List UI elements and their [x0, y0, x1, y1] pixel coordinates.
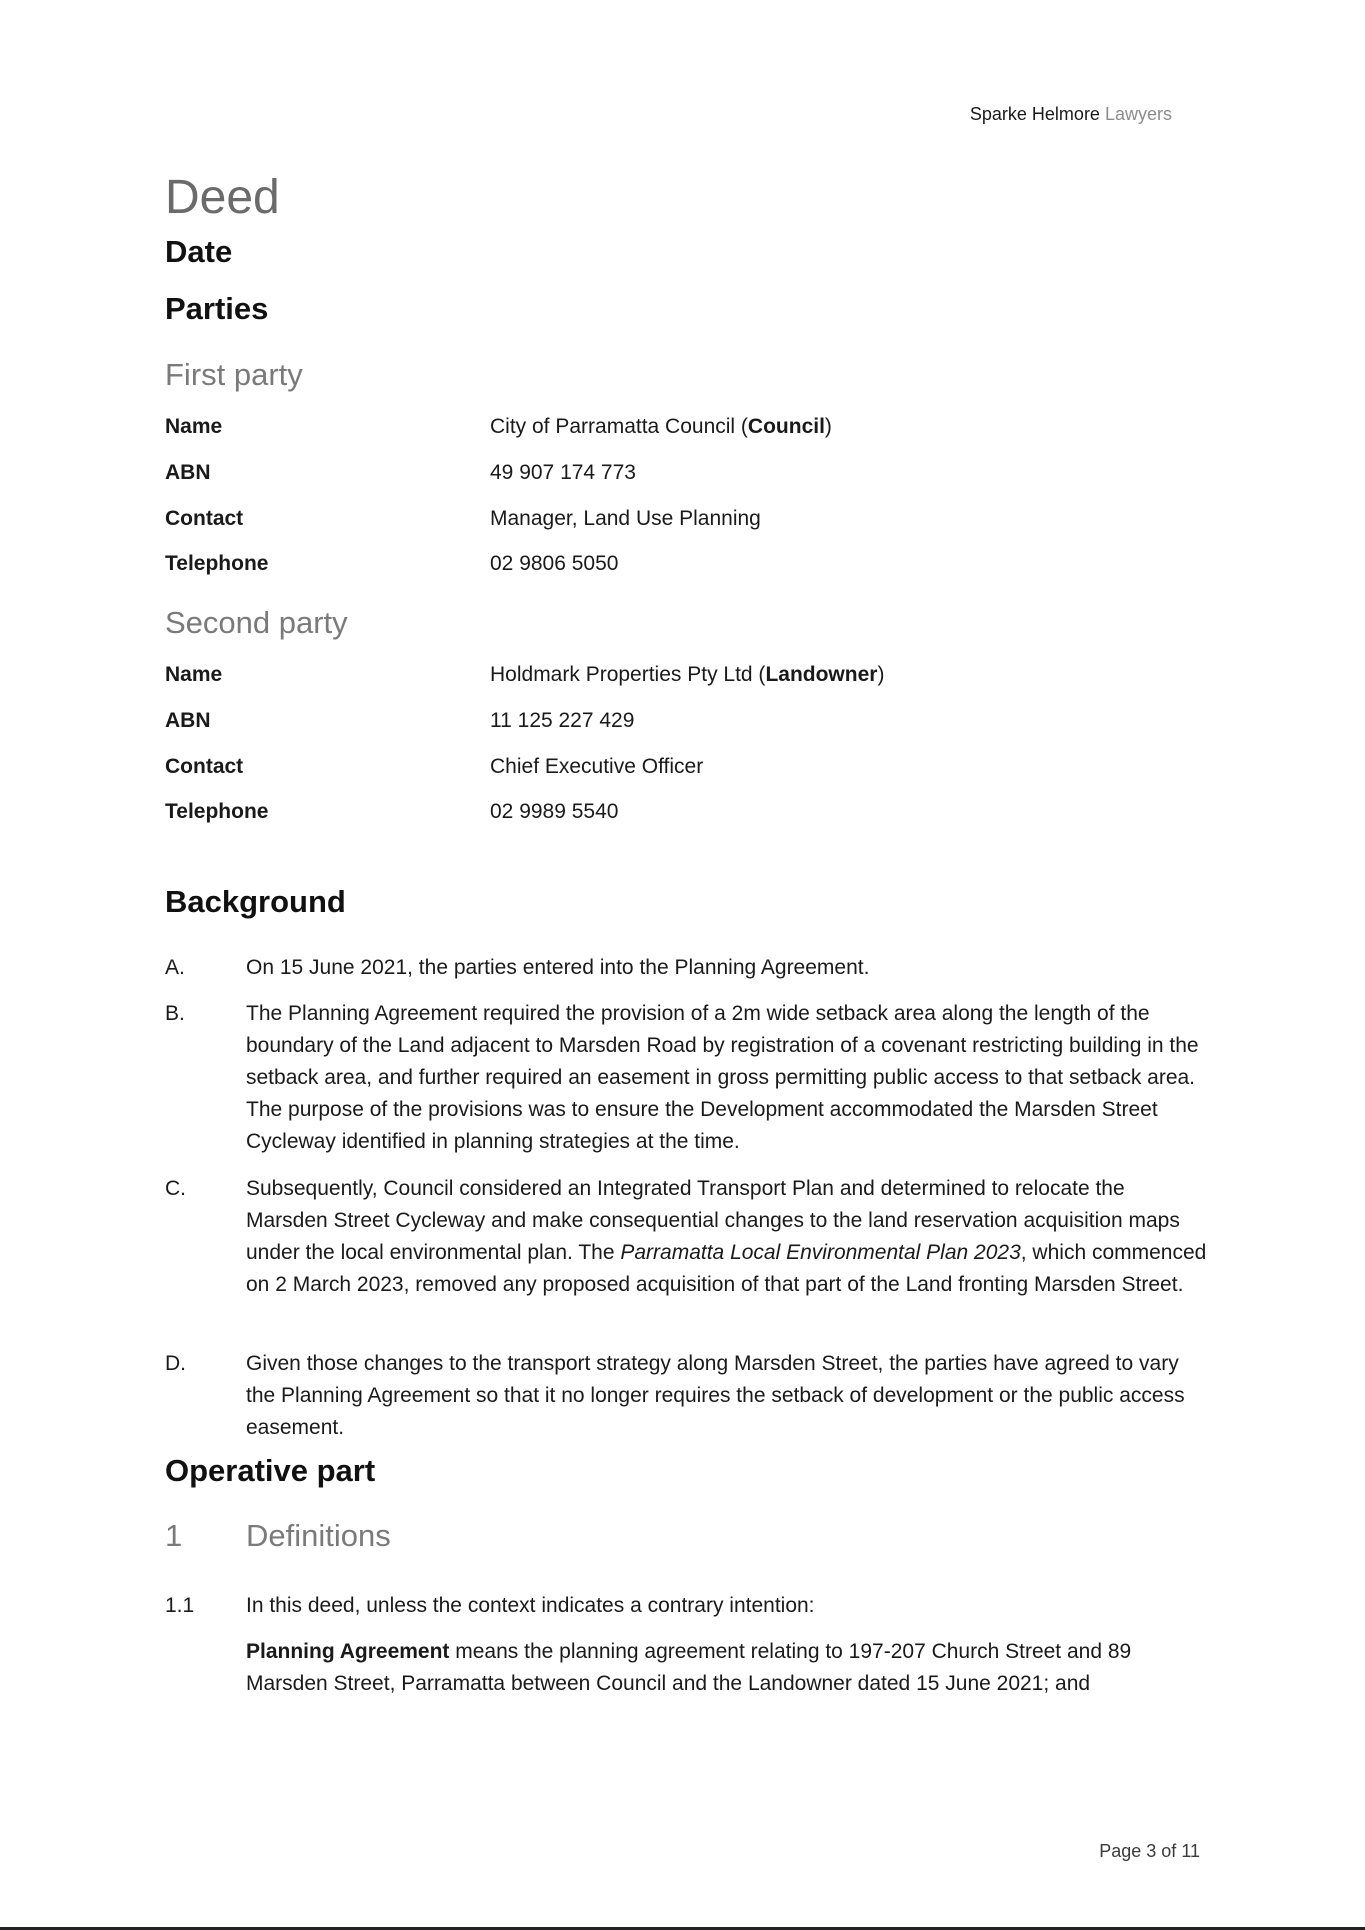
- row-value: City of Parramatta Council (Council): [490, 415, 832, 438]
- row-value: Holdmark Properties Pty Ltd (Landowner): [490, 663, 885, 686]
- document-title: Deed: [165, 171, 280, 224]
- row-label: Name: [165, 663, 223, 686]
- row-label: Contact: [165, 507, 244, 530]
- recital-text: Subsequently, Council considered an Integrated Transport Plan and determined to relocate the Marsden Street Cycleway and make consequential changes to the land reservation acquisition maps under the local environmental plan. The Parramatta Local Environmental Plan 2023, which commenced on 2 March 2023, removed any proposed acquisition of that part of the Land fronting Marsden Street.: [246, 1177, 1207, 1296]
- page-number: Page 3 of 11: [1099, 1841, 1200, 1861]
- definition-text: Planning Agreement means the planning agreement relating to 197-207 Church Street and 89 Marsden Street, Parramatta between Council and the Landowner dated 15 June 2021; and: [246, 1640, 1132, 1695]
- row-value: 02 9806 5050: [490, 552, 619, 575]
- row-label: Name: [165, 415, 223, 438]
- section-title: Definitions: [246, 1518, 391, 1553]
- recital-mark: C.: [165, 1177, 186, 1200]
- firm-name: Sparke Helmore: [969, 104, 1100, 124]
- recital-text: The Planning Agreement required the provision of a 2m wide setback area along the length of the boundary of the Land adjacent to Marsden Road by registration of a covenant restricting building in the setback area, and further required an easement in gross permitting public access to that setback area. The purpose of the provisions was to ensure the Development accommodated the Marsden Street Cycleway identified in planning strategies at the time.: [246, 1002, 1199, 1153]
- recital-mark: B.: [165, 1002, 185, 1025]
- row-value: Manager, Land Use Planning: [490, 507, 761, 530]
- row-label: Telephone: [165, 800, 269, 823]
- row-label: ABN: [165, 461, 211, 484]
- second-party-heading: Second party: [165, 605, 348, 640]
- row-value: 11 125 227 429: [490, 709, 635, 732]
- date-heading: Date: [165, 234, 233, 269]
- recital-text: On 15 June 2021, the parties entered into the Planning Agreement.: [246, 956, 870, 979]
- first-party-heading: First party: [165, 357, 303, 392]
- clause-number: 1.1: [165, 1594, 195, 1617]
- row-value: Chief Executive Officer: [490, 755, 704, 778]
- section-number: 1: [165, 1518, 183, 1553]
- recital-mark: A.: [165, 956, 185, 979]
- recital-text: Given those changes to the transport strategy along Marsden Street, the parties have agreed to vary the Planning Agreement so that it no longer requires the setback of development or the public access easement.: [246, 1352, 1185, 1439]
- parties-heading: Parties: [165, 291, 269, 326]
- row-value: 02 9989 5540: [490, 800, 619, 823]
- clause-text: In this deed, unless the context indicates a contrary intention:: [246, 1594, 815, 1617]
- recital-mark: D.: [165, 1352, 186, 1375]
- page-header: [970, 104, 1172, 125]
- row-label: Telephone: [165, 552, 269, 575]
- row-label: ABN: [165, 709, 211, 732]
- operative-heading: Operative part: [165, 1453, 376, 1488]
- row-value: 49 907 174 773: [490, 461, 636, 484]
- row-label: Contact: [165, 755, 244, 778]
- firm-suffix: Lawyers: [1104, 104, 1172, 124]
- background-heading: Background: [165, 884, 346, 919]
